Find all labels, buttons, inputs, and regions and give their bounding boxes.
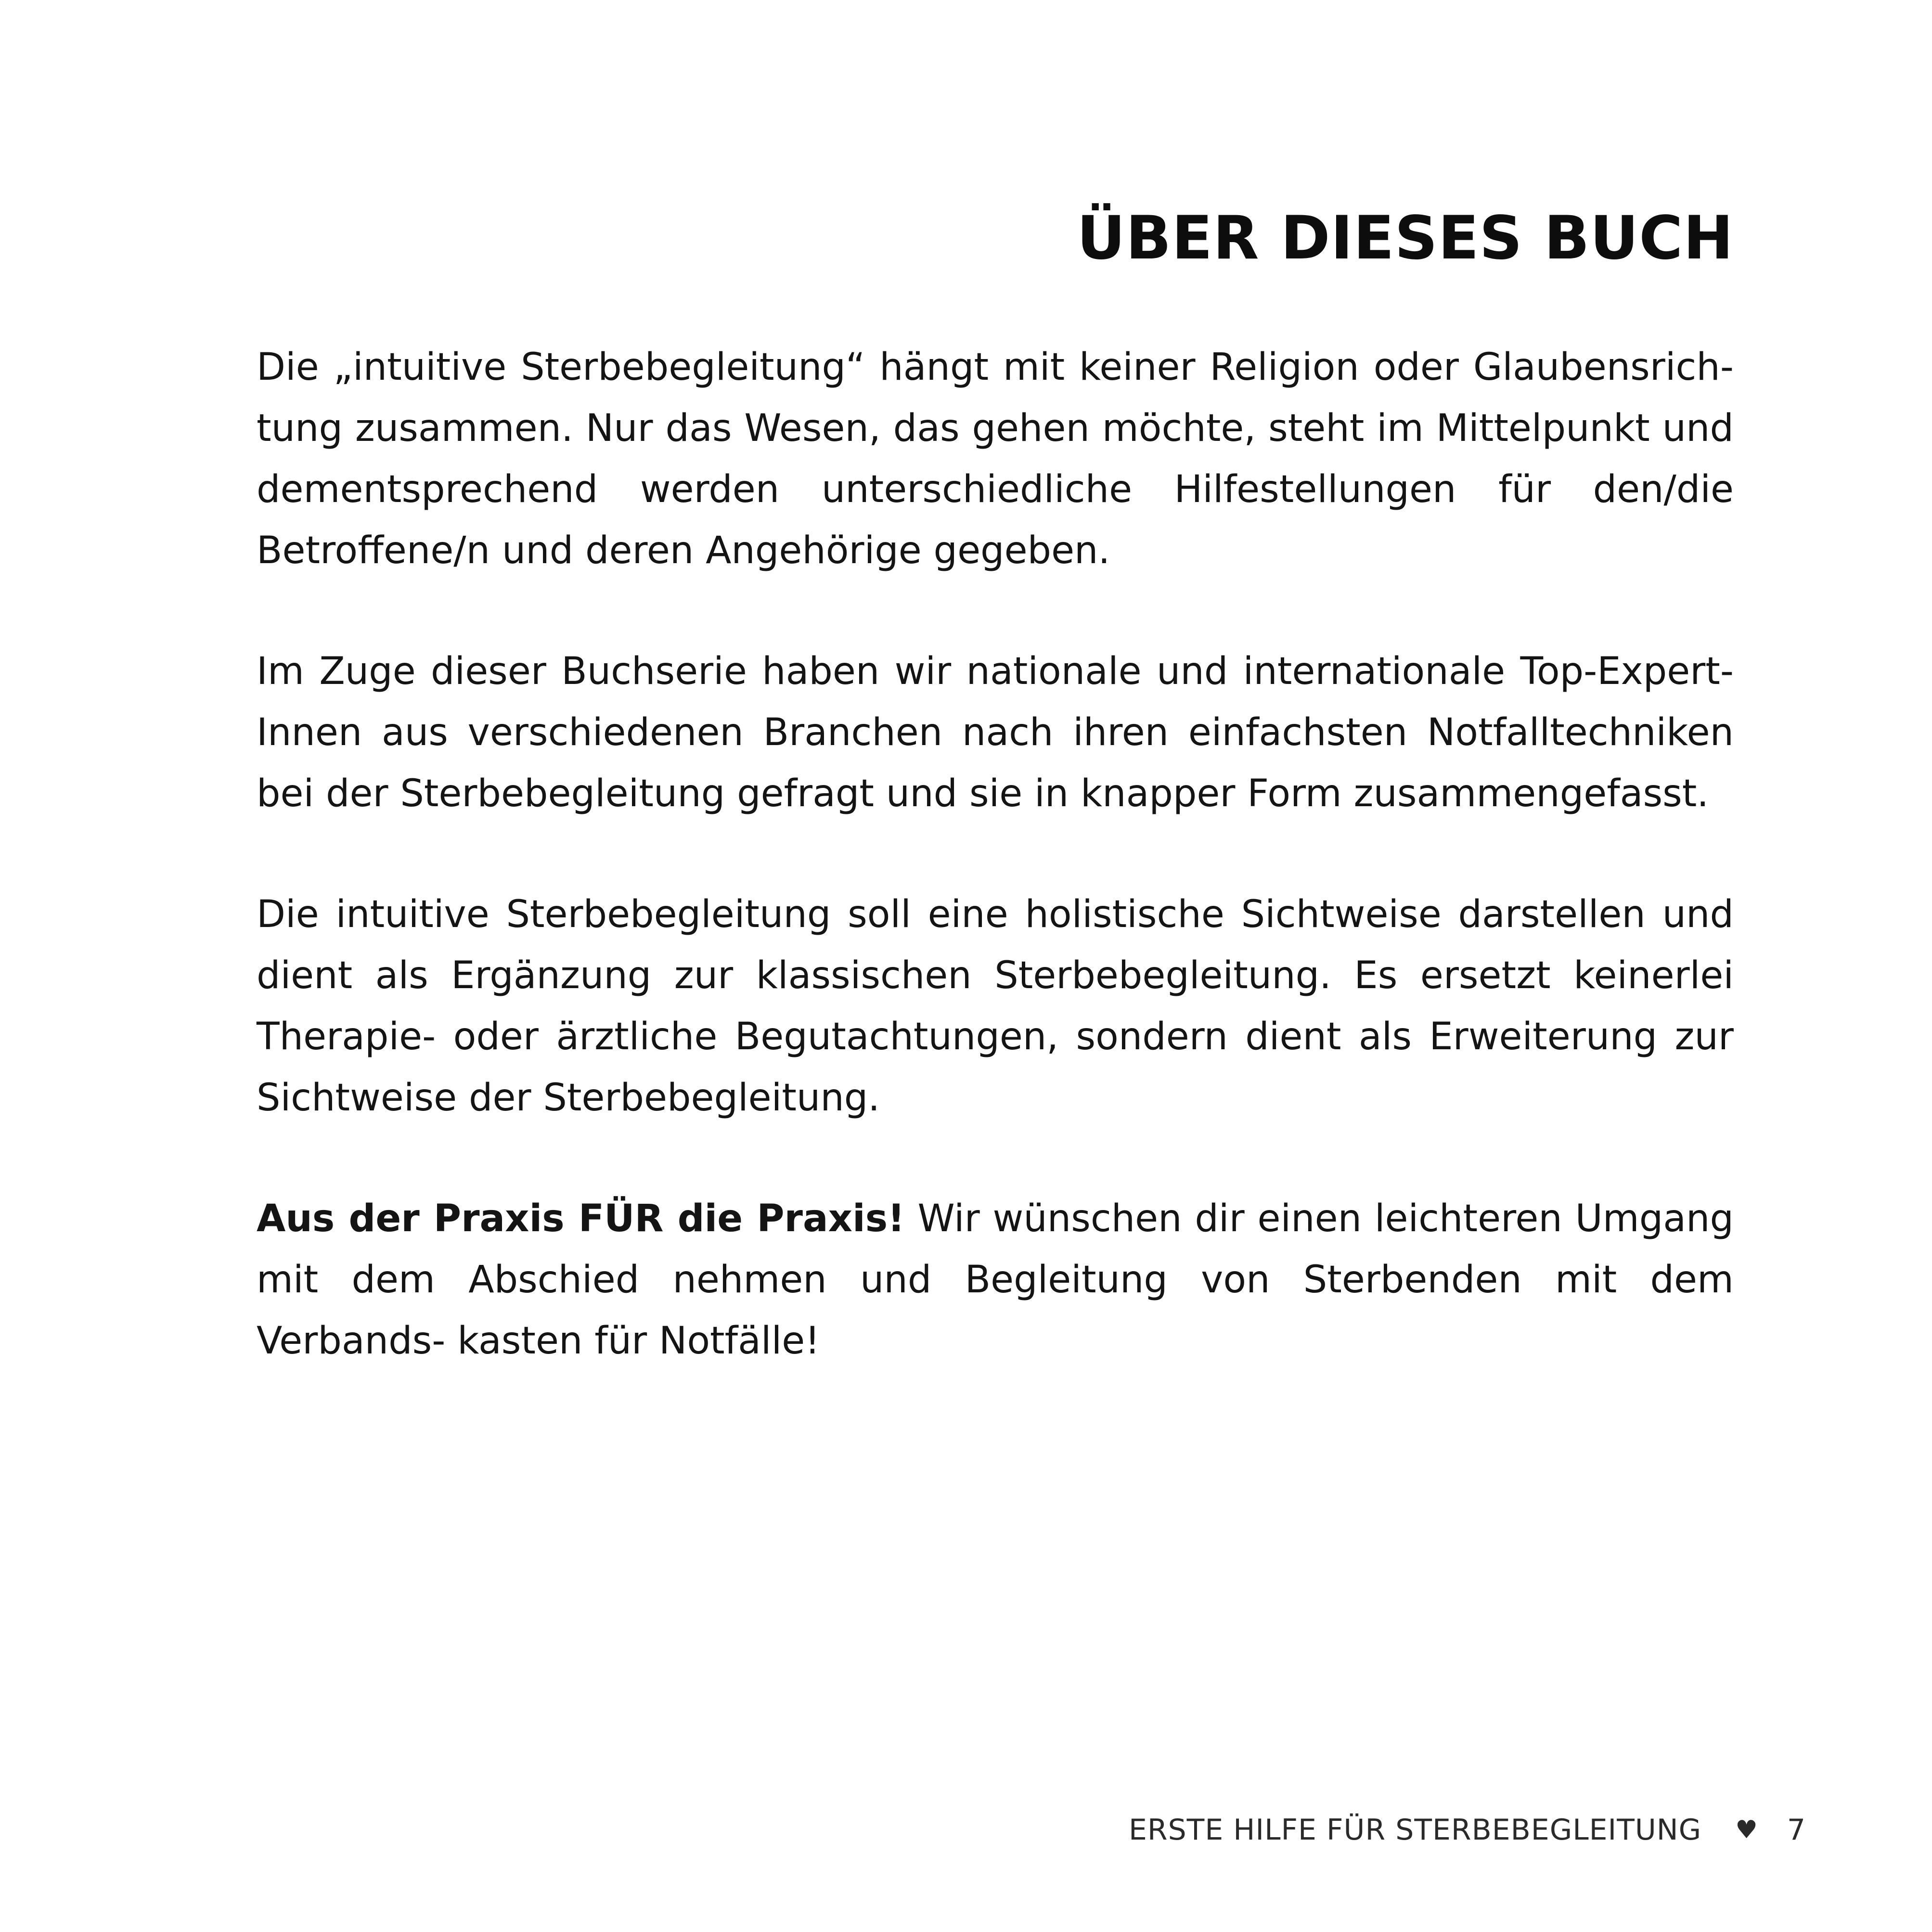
closing-text: Wir wünschen dir einen leichteren Umgang mit dem Abschied nehmen und Begleitung von Sterbenden mit dem Verbands- kasten für Notfälle! (257, 1197, 1734, 1363)
closing-paragraph (257, 1188, 1734, 1372)
paragraph-2: Im Zuge dieser Buchserie haben wir nationale und internationale Top-ExpertInnen aus verschiedenen Branchen nach ihren einfachsten Notfalltechniken bei der Sterbebegleitung gefragt und sie in knapper Form zusammengefasst. (257, 650, 1734, 815)
body-text (257, 337, 1734, 1431)
page-footer (1129, 1806, 1806, 1854)
page-title: ÜBER DIESES BUCH (1077, 204, 1734, 273)
paragraph-1: Die „intuitive Sterbebegleitung“ hängt mit keiner Religion oder Glaubensrichtung zusammen. Nur das Wesen, das gehen möchte, steht im Mittelpunkt und dementsprechend werden unterschiedliche Hilfestellungen für den/die Betroffene/n und deren Angehörige gegeben. (257, 346, 1734, 572)
closing-bold-phrase: Aus der Praxis FÜR die Praxis! (257, 1197, 905, 1240)
paragraph-3: Die intuitive Sterbebegleitung soll eine holistische Sichtweise darstellen und dient als Ergänzung zur klassischen Sterbebegleitung. Es ersetzt keinerlei Therapie- oder ärztliche Begutachtungen, sondern dient als Erweiterung zur Sichtweise der Sterbebegleitung. (257, 893, 1734, 1120)
running-title: ERSTE HILFE FÜR STERBEBEGLEITUNG (1128, 1813, 1702, 1847)
page-number: 7 (1787, 1813, 1806, 1847)
heart-icon: ♥ (1735, 1816, 1758, 1844)
